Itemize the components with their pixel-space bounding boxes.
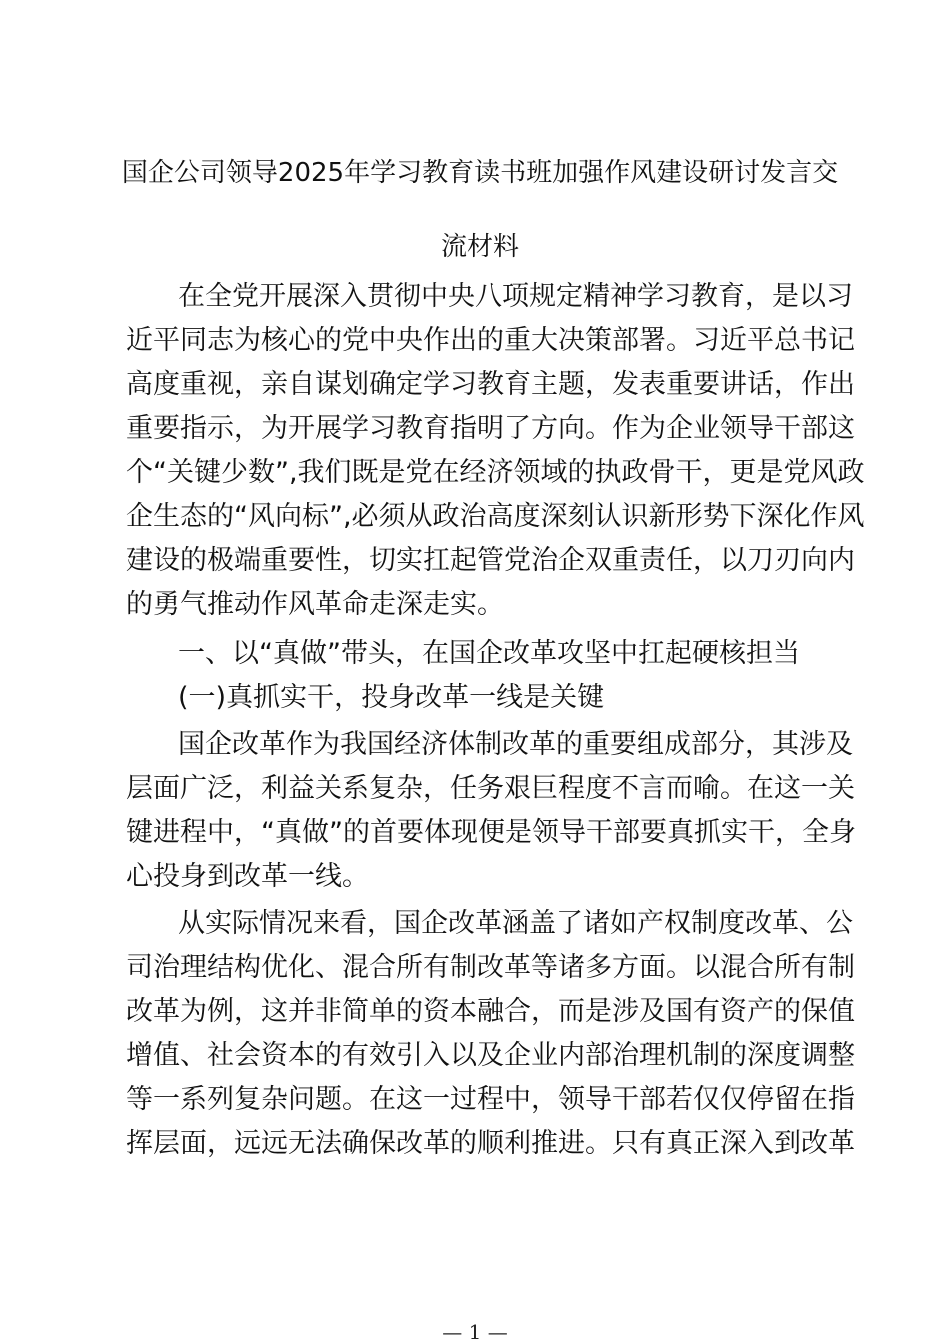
- paragraph-line: 层面广泛，利益关系复杂，任务艰巨程度不言而喻。在这一关: [126, 773, 855, 804]
- document-title-line-2: 流材料: [440, 232, 519, 262]
- paragraph-line: 个“关键少数”,我们既是党在经济领域的执政骨干，更是党风政: [126, 457, 865, 488]
- paragraph-line: 改革为例，这并非简单的资本融合，而是涉及国有资产的保值: [126, 996, 855, 1027]
- paragraph-line: 增值、社会资本的有效引入以及企业内部治理机制的深度调整: [126, 1040, 855, 1071]
- paragraph-line: 近平同志为核心的党中央作出的重大决策部署。习近平总书记: [126, 325, 855, 356]
- paragraph-line: 挥层面，远远无法确保改革的顺利推进。只有真正深入到改革: [126, 1128, 855, 1159]
- paragraph-line: 司治理结构优化、混合所有制改革等诸多方面。以混合所有制: [126, 952, 855, 983]
- paragraph-line: 从实际情况来看，国企改革涵盖了诸如产权制度改革、公: [178, 908, 853, 939]
- paragraph-line: 的勇气推动作风革命走深走实。: [126, 589, 504, 620]
- paragraph-line: 建设的极端重要性，切实扛起管党治企双重责任，以刀刃向内: [126, 545, 855, 576]
- paragraph-line: 企生态的“风向标”,必须从政治高度深刻认识新形势下深化作风: [126, 501, 865, 532]
- paragraph-line: 心投身到改革一线。: [126, 861, 369, 892]
- subsection-heading: (一)真抓实干，投身改革一线是关键: [178, 682, 605, 713]
- paragraph-line: 在全党开展深入贯彻中央八项规定精神学习教育，是以习: [178, 281, 853, 312]
- document-title-line-1: 国企公司领导2025年学习教育读书班加强作风建设研讨发言交: [121, 158, 839, 188]
- paragraph-line: 键进程中，“真做”的首要体现便是领导干部要真抓实干，全身: [126, 817, 856, 848]
- paragraph-line: 国企改革作为我国经济体制改革的重要组成部分，其涉及: [178, 729, 853, 760]
- paragraph-line: 等一系列复杂问题。在这一过程中，领导干部若仅仅停留在指: [126, 1084, 855, 1115]
- section-heading: 一、以“真做”带头，在国企改革攻坚中扛起硬核担当: [178, 638, 800, 669]
- paragraph-line: 重要指示，为开展学习教育指明了方向。作为企业领导干部这: [126, 413, 855, 444]
- page-number: — 1 —: [442, 1320, 508, 1344]
- paragraph-line: 高度重视，亲自谋划确定学习教育主题，发表重要讲话，作出: [126, 369, 855, 400]
